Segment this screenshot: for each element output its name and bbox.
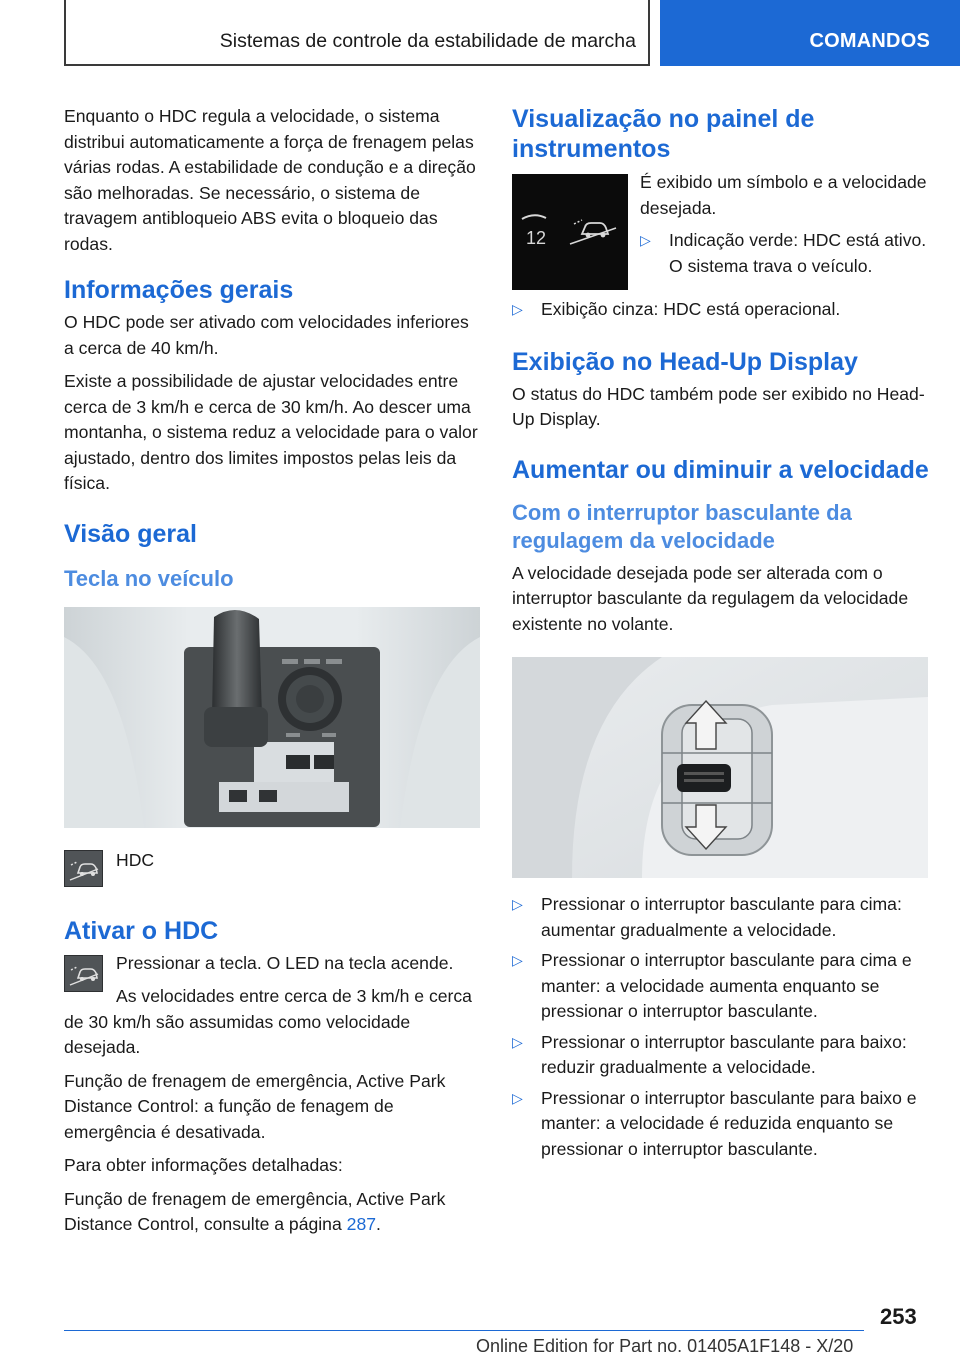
activate-paragraph-5 xyxy=(64,1187,480,1238)
heading-vehicle-button: Tecla no veículo xyxy=(64,565,234,591)
info-paragraph-2: Existe a possibilidade de ajustar velocidades entre cerca de 3 km/h e cerca de 30 km/h. Ao descer uma montanha, o sistema reduz a velocidade para o valor ajustado, dentro dos limites impostos pelas leis da física. xyxy=(64,371,478,493)
bullet-triangle-icon: ▷ xyxy=(512,896,523,912)
intro-paragraph: Enquanto o HDC regula a velocidade, o sistema distribui automaticamente a força de frenagem pelas várias rodas. A estabilidade de condução e a direção são melhoradas. Se necessário, o sistema de travagem antibloqueio ABS evita o bloqueio das rodas. xyxy=(64,106,476,254)
bullet-triangle-icon: ▷ xyxy=(512,1033,523,1050)
footer-edition: Online Edition for Part no. 01405A1F148 - X/20 xyxy=(476,1336,854,1356)
bullet-up-gradual xyxy=(512,892,930,943)
bullet-green-text: Indicação verde: HDC está ativo. O sistema trava o veículo. xyxy=(669,230,927,276)
header-rule-right xyxy=(648,0,650,66)
activate-block xyxy=(64,951,480,1061)
heading-rocker-switch: Com o interruptor basculante da regulagem da velocidade xyxy=(512,499,852,553)
bullet-triangle-icon: ▷ xyxy=(512,301,523,317)
header-rule-bottom xyxy=(64,64,650,66)
heading-adjust-speed: Aumentar ou diminuir a velocidade xyxy=(512,455,929,484)
center-console-illustration xyxy=(64,607,480,828)
steering-wheel-photo xyxy=(512,657,928,878)
bullet-down-gradual xyxy=(512,1030,930,1081)
center-console-photo xyxy=(64,607,480,828)
display-paragraph-1: É exibido um símbolo e a velocidade desejada. xyxy=(640,172,927,218)
bullet-gray-text: Exibição cinza: HDC está operacional. xyxy=(541,299,841,319)
activate-paragraph-2: As velocidades entre cerca de 3 km/h e cerca de 30 km/h são assumidas como velocidade desejada. xyxy=(64,986,472,1057)
instrument-cluster-image xyxy=(512,174,628,290)
activate-paragraph-4: Para obter informações detalhadas: xyxy=(64,1155,343,1175)
bullet-down-hold-text: Pressionar o interruptor basculante para baixo e manter: a velocidade é reduzida enquanto se pressionar o interruptor basculante. xyxy=(541,1087,917,1159)
chapter-tab-label: COMANDOS xyxy=(809,30,930,52)
activate-paragraph-3: Função de frenagem de emergência, Active Park Distance Control: a função de fenagem de emergência é desativada. xyxy=(64,1070,446,1142)
hud-paragraph: O status do HDC também pode ser exibido no Head-Up Display. xyxy=(512,383,925,429)
bullet-up-hold xyxy=(512,948,930,1025)
bullet-up-hold-text: Pressionar o interruptor basculante para cima e manter: a velocidade aumenta enquanto se pressionar o interruptor basculante. xyxy=(541,950,912,1021)
right-column xyxy=(512,104,930,1162)
heading-general-info: Informações gerais xyxy=(64,276,294,304)
heading-head-up-display: Exibição no Head-Up Display xyxy=(512,347,858,376)
steering-wheel-illustration xyxy=(512,657,928,878)
hdc-button-icon xyxy=(64,955,103,992)
hdc-button-legend xyxy=(64,848,480,888)
bullet-up-gradual-text: Pressionar o interruptor basculante para cima: aumentar gradualmente a velocidade. xyxy=(541,894,902,940)
bullet-down-gradual-text: Pressionar o interruptor basculante para baixo: reduzir gradualmente a velocidade. xyxy=(541,1031,907,1077)
info-paragraph-1: O HDC pode ser ativado com velocidades inferiores a cerca de 40 km/h. xyxy=(64,312,469,358)
bullet-down-hold xyxy=(512,1086,930,1163)
rocker-paragraph: A velocidade desejada pode ser alterada com o interruptor basculante da regulagem da velocidade existente no volante. xyxy=(512,562,909,634)
bullet-triangle-icon: ▷ xyxy=(640,232,651,248)
heading-overview: Visão geral xyxy=(64,519,197,548)
footer-rule xyxy=(64,1330,864,1331)
bullet-triangle-icon: ▷ xyxy=(512,1089,523,1106)
section-title: Sistemas de controle da estabilidade de marcha xyxy=(219,30,636,52)
activate-paragraph-5-text: Função de frenagem de emergência, Active Park Distance Control, consulte a página xyxy=(64,1188,446,1234)
chapter-tab[interactable] xyxy=(660,0,960,66)
page-number: 253 xyxy=(880,1304,917,1329)
left-column xyxy=(64,104,480,1246)
dash-speed-text: 12 xyxy=(526,228,547,248)
hdc-label: HDC xyxy=(116,849,155,870)
bullet-triangle-icon: ▷ xyxy=(512,952,523,968)
hdc-car-descent-icon xyxy=(64,850,103,887)
bullet-gray-indication xyxy=(512,297,930,323)
bullet-green-indication xyxy=(640,228,930,279)
heading-activate-hdc: Ativar o HDC xyxy=(64,916,219,945)
activate-paragraph-1: Pressionar a tecla. O LED na tecla acende. xyxy=(116,952,454,973)
heading-instrument-display: Visualização no painel de instrumentos xyxy=(512,105,815,163)
period: . xyxy=(376,1214,381,1234)
instrument-display-block xyxy=(512,170,930,288)
page-reference-link[interactable]: 287 xyxy=(346,1214,377,1234)
